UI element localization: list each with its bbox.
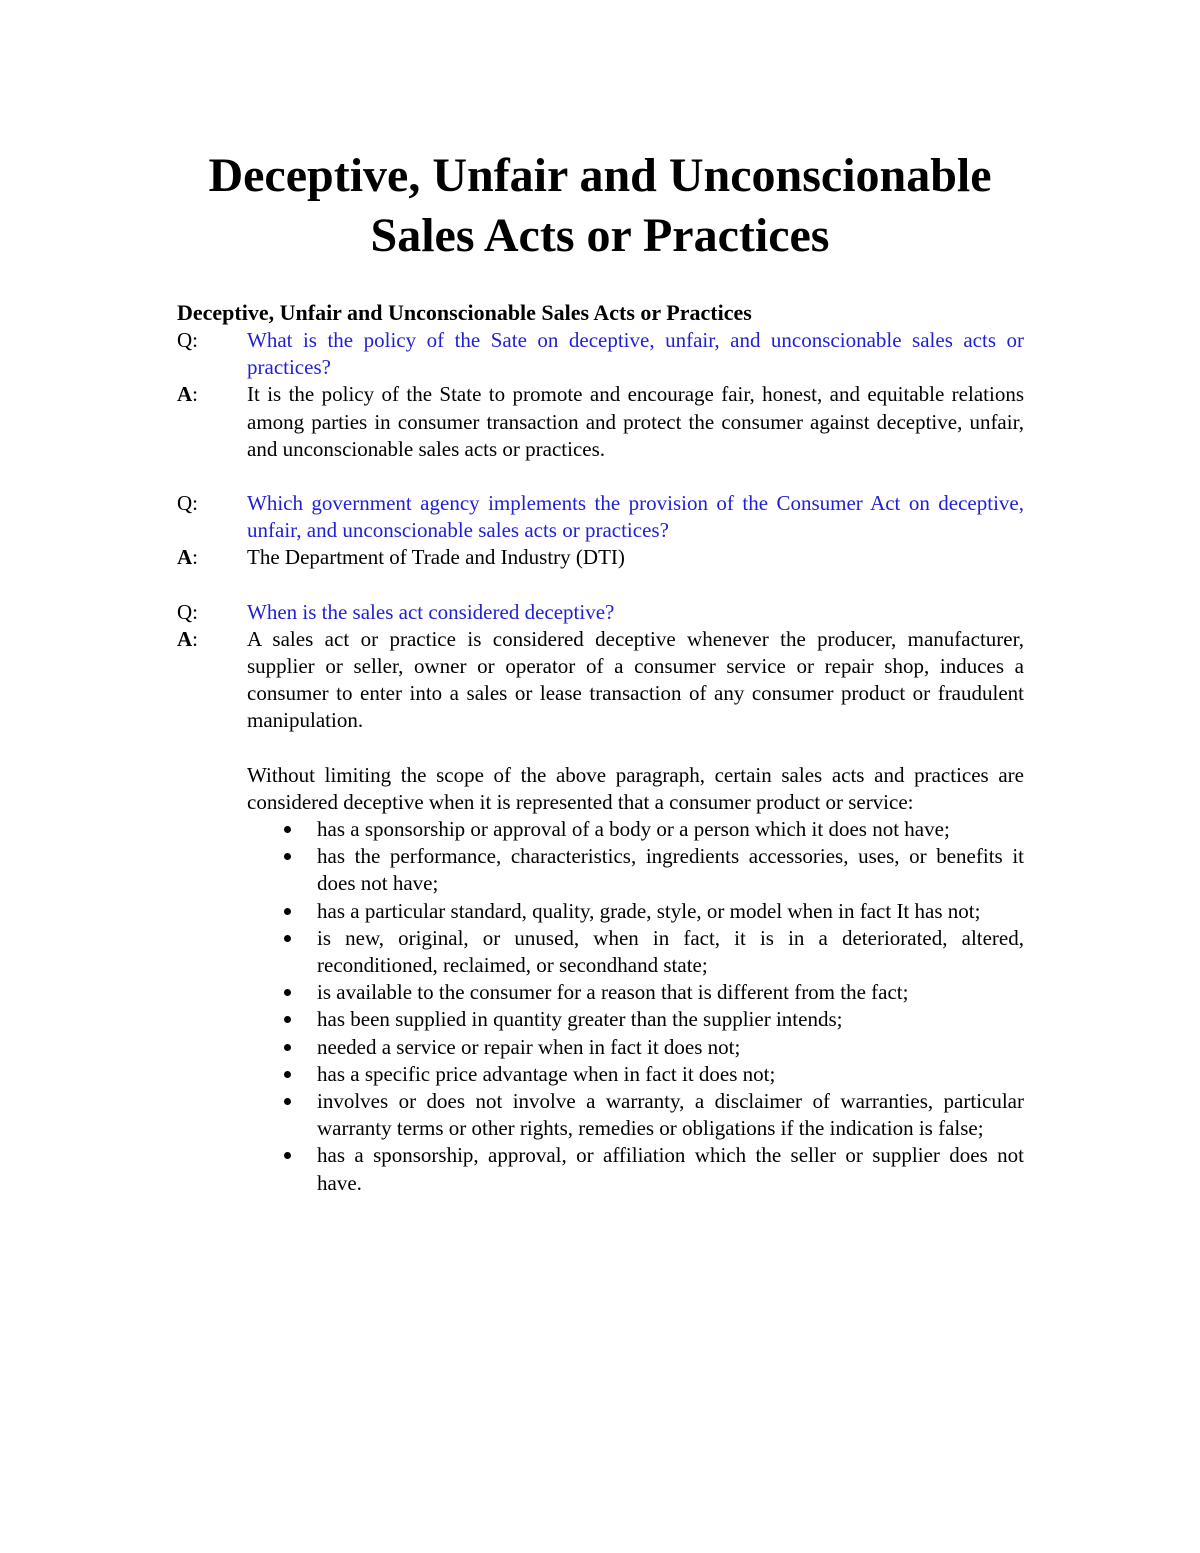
spacer xyxy=(177,463,1024,490)
list-item-text: has a sponsorship or approval of a body or a person which it does not have; xyxy=(317,817,950,842)
list-item-text: is available to the consumer for a reason that is different from the fact; xyxy=(317,980,909,1005)
bullet-icon xyxy=(247,1034,317,1061)
list-item xyxy=(247,816,1024,843)
deceptive-acts-list xyxy=(177,816,1024,1197)
list-item xyxy=(247,843,1024,897)
spacer xyxy=(177,735,1024,762)
list-item xyxy=(247,979,1024,1006)
bullet-icon xyxy=(247,979,317,1006)
list-item xyxy=(247,1088,1024,1142)
list-item-text: has a specific price advantage when in fact it does not; xyxy=(317,1061,776,1086)
answer-text: A sales act or practice is considered deceptive whenever the producer, manufacturer, supplier or seller, owner or operator of a consumer service or repair shop, induces a consumer to enter into a sales or lease transaction of any consumer product or fraudulent manipulation. xyxy=(247,626,1024,733)
list-item-text: has the performance, characteristics, ingredients accessories, uses, or benefits it does not have; xyxy=(317,844,1024,896)
answer-label: A: xyxy=(177,545,199,570)
list-item-text: is new, original, or unused, when in fact, it is in a deteriorated, altered, reconditioned, reclaimed, or secondhand state; xyxy=(317,925,1024,978)
bullet-icon xyxy=(247,898,317,925)
list-item xyxy=(247,1034,1024,1061)
list-item xyxy=(247,898,1024,925)
bullet-icon xyxy=(247,1142,317,1196)
list-item-text: involves or does not involve a warranty, a disclaimer of warranties, particular warranty terms or other rights, remedies or obligations if the indication is false; xyxy=(317,1089,1024,1141)
question-text: What is the policy of the Sate on deceptive, unfair, and unconscionable sales acts or practices? xyxy=(247,328,1024,380)
list-item xyxy=(247,1142,1024,1196)
page-title xyxy=(0,146,1200,266)
answer-1 xyxy=(177,381,1024,463)
followup-paragraph: Without limiting the scope of the above paragraph, certain sales acts and practices are considered deceptive when it is represented that a consumer product or service: xyxy=(247,762,1024,814)
question-3 xyxy=(177,599,1024,626)
bullet-icon xyxy=(247,1006,317,1033)
list-item xyxy=(247,1061,1024,1088)
bullet-icon xyxy=(247,843,317,897)
list-item xyxy=(247,925,1024,979)
list-item xyxy=(247,1006,1024,1033)
list-item-text: has a sponsorship, approval, or affiliation which the seller or supplier does not have. xyxy=(317,1143,1024,1195)
question-label: Q: xyxy=(177,491,198,516)
list-item-text: has a particular standard, quality, grade, style, or model when in fact It has not; xyxy=(317,898,981,923)
bullet-icon xyxy=(247,816,317,843)
answer-2 xyxy=(177,544,1024,571)
list-item-text: has been supplied in quantity greater than the supplier intends; xyxy=(317,1007,843,1032)
bullet-icon xyxy=(247,1061,317,1088)
question-label: Q: xyxy=(177,328,198,352)
bullet-icon xyxy=(247,1088,317,1142)
question-1 xyxy=(177,327,1024,381)
answer-label: A: xyxy=(177,626,199,651)
answer-text: It is the policy of the State to promote and encourage fair, honest, and equitable relations among parties in consumer transaction and protect the consumer against deceptive, unfair, and unconscionable sales acts or practices. xyxy=(247,382,1024,461)
title-line-2: Sales Acts or Practices xyxy=(370,209,830,262)
spacer xyxy=(177,572,1024,599)
section-heading: Deceptive, Unfair and Unconscionable Sales Acts or Practices xyxy=(177,300,752,325)
question-text: Which government agency implements the provision of the Consumer Act on deceptive, unfair, and unconscionable sales acts or practices? xyxy=(247,491,1024,543)
answer-text: The Department of Trade and Industry (DTI) xyxy=(247,545,625,570)
answer-label: A: xyxy=(177,382,199,407)
question-label: Q: xyxy=(177,599,198,624)
question-text: When is the sales act considered deceptive? xyxy=(247,599,615,624)
list-item-text: needed a service or repair when in fact it does not; xyxy=(317,1034,741,1059)
answer-3 xyxy=(177,626,1024,735)
question-2 xyxy=(177,490,1024,544)
bullet-icon xyxy=(247,925,317,979)
document-body xyxy=(177,298,1024,1197)
title-line-1: Deceptive, Unfair and Unconscionable xyxy=(208,149,992,202)
